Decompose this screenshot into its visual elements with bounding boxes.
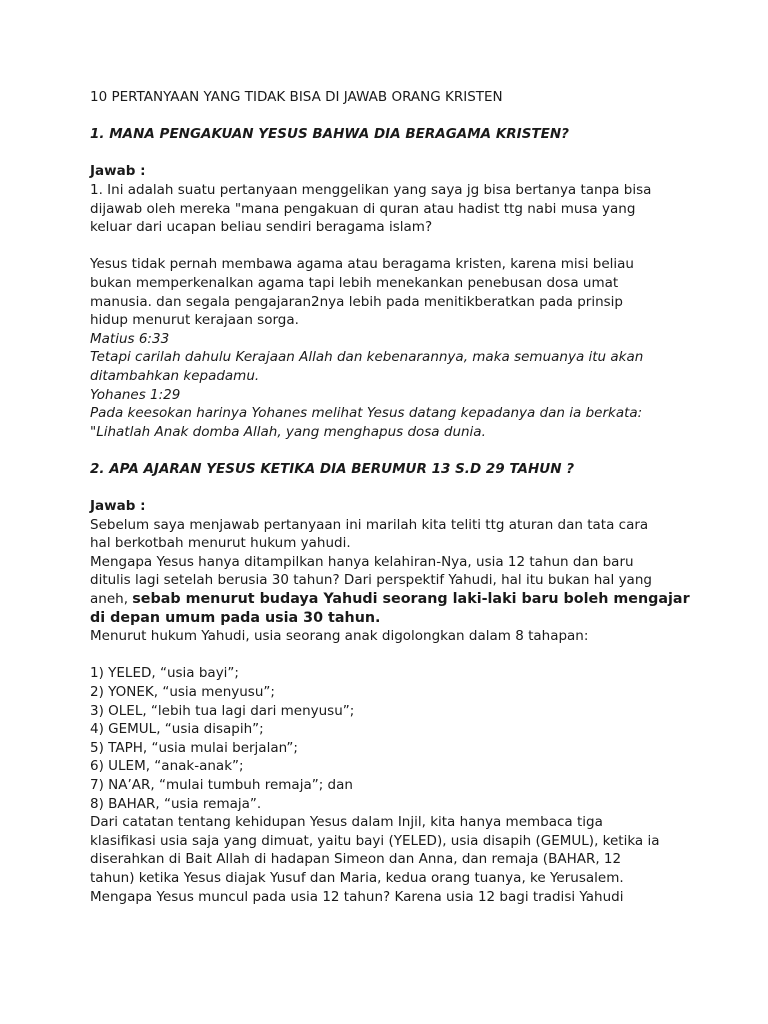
stage-list-item: 7) NA’AR, “mulai tumbuh remaja”; dan bbox=[90, 776, 353, 793]
paragraph-line-mixed bbox=[90, 590, 690, 609]
paragraph-line: Mengapa Yesus muncul pada usia 12 tahun? Karena usia 12 bagi tradisi Yahudi bbox=[90, 888, 624, 905]
spacer bbox=[90, 107, 690, 126]
stage-list-item: 3) OLEL, “lebih tua lagi dari menyusu”; bbox=[90, 702, 355, 719]
bible-quote-line: "Lihatlah Anak domba Allah, yang menghapus dosa dunia. bbox=[90, 423, 486, 440]
paragraph-line: hidup menurut kerajaan sorga. bbox=[90, 312, 299, 329]
paragraph-line: Yesus tidak pernah membawa agama atau beragama kristen, karena misi beliau bbox=[90, 256, 634, 273]
question-1-heading: 1. MANA PENGAKUAN YESUS BAHWA DIA BERAGAMA KRISTEN? bbox=[90, 126, 569, 143]
stage-list-item: 2) YONEK, “usia menyusu”; bbox=[90, 684, 275, 700]
document-title: 10 PERTANYAAN YANG TIDAK BISA DI JAWAB ORANG KRISTEN bbox=[90, 89, 503, 105]
bible-reference: Yohanes 1:29 bbox=[90, 386, 181, 403]
stage-list-item: 8) BAHAR, “usia remaja”. bbox=[90, 795, 262, 812]
paragraph-line: keluar dari ucapan beliau sendiri beragama islam? bbox=[90, 219, 433, 236]
spacer bbox=[90, 144, 690, 163]
paragraph-line: Sebelum saya menjawab pertanyaan ini marilah kita teliti ttg aturan dan tata cara bbox=[90, 516, 649, 533]
answer-2-label: Jawab : bbox=[90, 498, 146, 515]
paragraph-line: Menurut hukum Yahudi, usia seorang anak digolongkan dalam 8 tahapan: bbox=[90, 628, 589, 645]
spacer bbox=[90, 441, 690, 460]
answer-1-label: Jawab : bbox=[90, 163, 146, 180]
bible-quote-line: ditambahkan kepadamu. bbox=[90, 367, 260, 384]
question-2-heading: 2. APA AJARAN YESUS KETIKA DIA BERUMUR 13 S.D 29 TAHUN ? bbox=[90, 460, 575, 477]
paragraph-line: klasifikasi usia saja yang dimuat, yaitu bayi (YELED), usia disapih (GEMUL), ketika ia bbox=[90, 832, 660, 849]
paragraph-line: 1. Ini adalah suatu pertanyaan menggelikan yang saya jg bisa bertanya tanpa bisa bbox=[90, 181, 652, 198]
spacer bbox=[90, 646, 690, 665]
emphasis-text: di depan umum pada usia 30 tahun. bbox=[90, 609, 381, 626]
paragraph-line: hal berkotbah menurut hukum yahudi. bbox=[90, 535, 351, 552]
paragraph-line: manusia. dan segala pengajaran2nya lebih pada menitikberatkan pada prinsip bbox=[90, 293, 624, 310]
paragraph-line: bukan memperkenalkan agama tapi lebih menekankan penebusan dosa umat bbox=[90, 274, 619, 291]
stage-list-item: 6) ULEM, “anak-anak”; bbox=[90, 758, 244, 775]
spacer bbox=[90, 237, 690, 256]
paragraph-line: Mengapa Yesus hanya ditampilkan hanya kelahiran-Nya, usia 12 tahun dan baru bbox=[90, 553, 634, 570]
bible-reference: Matius 6:33 bbox=[90, 330, 170, 347]
stage-list-item: 4) GEMUL, “usia disapih”; bbox=[90, 721, 264, 738]
document-page bbox=[90, 86, 690, 906]
bible-quote-line: Pada keesokan harinya Yohanes melihat Yesus datang kepadanya dan ia berkata: bbox=[90, 405, 643, 422]
paragraph-line: tahun) ketika Yesus diajak Yusuf dan Maria, kedua orang tuanya, ke Yerusalem. bbox=[90, 869, 624, 886]
bible-quote-line: Tetapi carilah dahulu Kerajaan Allah dan kebenarannya, maka semuanya itu akan bbox=[90, 349, 644, 366]
emphasis-text: sebab menurut budaya Yahudi seorang laki-laki baru boleh mengajar bbox=[132, 591, 690, 608]
stage-list-item: 5) TAPH, “usia mulai berjalan”; bbox=[90, 739, 298, 756]
paragraph-text: aneh, bbox=[90, 591, 133, 608]
paragraph-line: Dari catatan tentang kehidupan Yesus dalam Injil, kita hanya membaca tiga bbox=[90, 814, 603, 831]
paragraph-line: diserahkan di Bait Allah di hadapan Simeon dan Anna, dan remaja (BAHAR, 12 bbox=[90, 851, 622, 868]
paragraph-line: ditulis lagi setelah berusia 30 tahun? Dari perspektif Yahudi, hal itu bukan hal yang bbox=[90, 572, 652, 589]
spacer bbox=[90, 478, 690, 497]
paragraph-line: dijawab oleh mereka "mana pengakuan di quran atau hadist ttg nabi musa yang bbox=[90, 200, 636, 217]
stage-list-item: 1) YELED, “usia bayi”; bbox=[90, 665, 239, 682]
